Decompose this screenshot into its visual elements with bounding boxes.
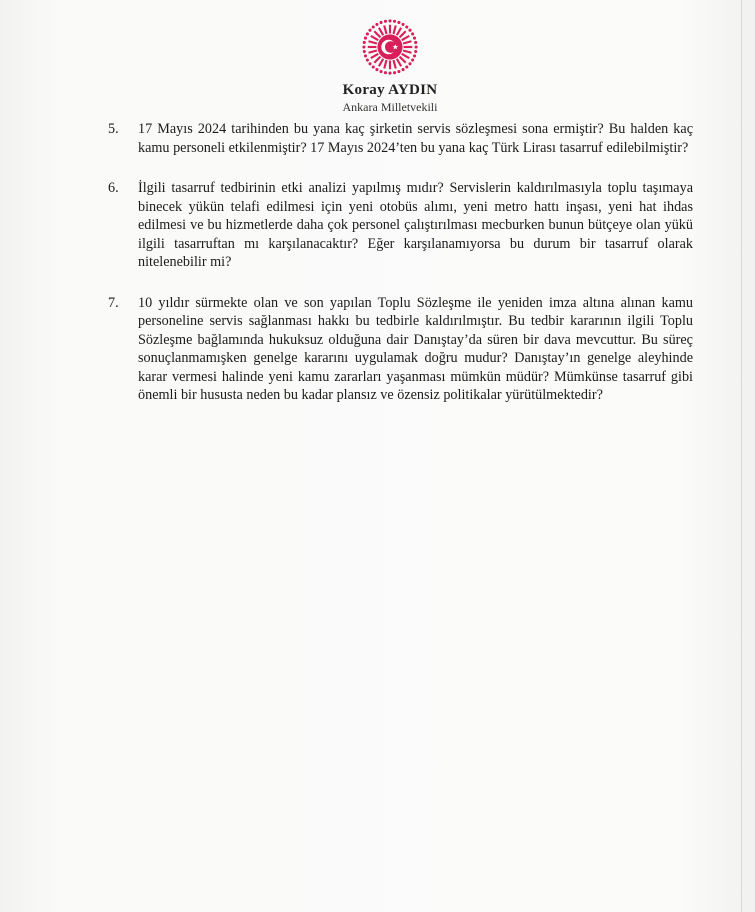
question-item (108, 179, 693, 272)
deputy-name: Koray AYDIN (342, 82, 438, 98)
question-number: 7. (108, 294, 119, 311)
question-text: 17 Mayıs 2024 tarihinden bu yana kaç şirketin servis sözleşmesi sona ermiştir? Bu halden kaç kamu personeli etkilenmiştir? 17 Mayıs 2024’ten bu yana kaç Türk Lirası tasarruf edilebilmiştir? (138, 121, 693, 156)
page-fold-shadow (741, 0, 742, 912)
question-number: 5. (108, 121, 119, 137)
question-list (108, 120, 693, 427)
question-number: 6. (108, 180, 119, 196)
question-item (108, 120, 693, 157)
question-item (108, 294, 693, 405)
deputy-role: Ankara Milletvekili (342, 100, 438, 114)
letterhead (0, 18, 755, 115)
parliament-emblem-icon (361, 18, 419, 76)
question-text: 10 yıldır sürmekte olan ve son yapılan Toplu Sözleşme ile yeniden imza altına alınan kamu personeline servis sağlanması hakkı bu tedbirle kaldırılmıştır. Bu tedbir kararının ilgili Toplu Sözleşme bağlamında hukuksuz olduğuna dair Danıştay’da süren bir dava mevcuttur. Bu süreç sonuçlanmamışken genelge kararını uygulamak doğru mudur? Danıştay’ın genelge aleyhinde karar vermesi halinde yeni kamu zararları yaşanması mümkün müdür? Mümkünse tasarruf gibi önemli bir hususta neden bu kadar plansız ve özensiz politikalar yürütülmektedir? (138, 294, 693, 403)
question-text: İlgili tasarruf tedbirinin etki analizi yapılmış mıdır? Servislerin kaldırılmasıyla toplu taşımaya binecek yükün telafi edilmesi için yeni otobüs alımı, yeni metro hattı inşası, yeni hat ihdas edilmesi ve bu hizmetlerde daha çok personel çalıştırılması mecburken bunun bütçeye olan yükü ilgili tasarruftan mı karşılanacaktır? Eğer karşılanamıyorsa bu durum bir tasarruf olarak nitelenebilir mi? (138, 180, 693, 270)
